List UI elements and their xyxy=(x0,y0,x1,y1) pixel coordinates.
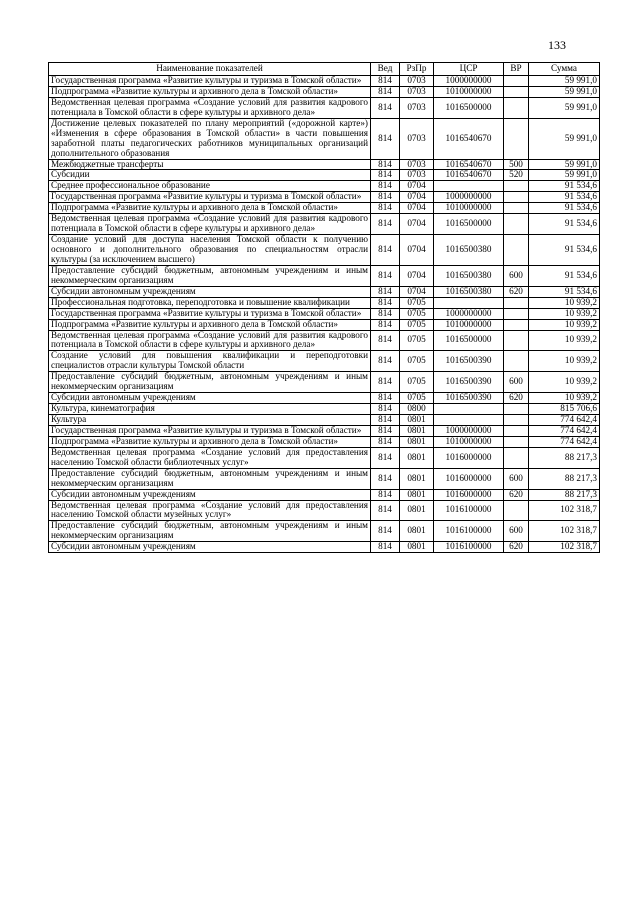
cell-csr: 1000000000 xyxy=(434,308,504,319)
cell-rzpr: 0801 xyxy=(400,436,434,447)
cell-rzpr: 0703 xyxy=(400,86,434,97)
cell-csr: 1000000000 xyxy=(434,192,504,203)
cell-sum: 102 318,7 xyxy=(529,542,600,553)
cell-sum: 91 534,6 xyxy=(529,286,600,297)
cell-sum: 10 939,2 xyxy=(529,393,600,404)
cell-csr: 1016100000 xyxy=(434,542,504,553)
cell-ved: 814 xyxy=(371,214,400,235)
cell-vr xyxy=(504,330,529,351)
cell-rzpr: 0705 xyxy=(400,330,434,351)
cell-ved: 814 xyxy=(371,521,400,542)
cell-csr: 1016500390 xyxy=(434,372,504,393)
cell-name: Подпрограмма «Развитие культуры и архивного дела в Томской области» xyxy=(49,436,371,447)
cell-ved: 814 xyxy=(371,542,400,553)
cell-ved: 814 xyxy=(371,330,400,351)
cell-name: Государственная программа «Развитие культуры и туризма в Томской области» xyxy=(49,76,371,87)
cell-rzpr: 0801 xyxy=(400,415,434,426)
cell-vr: 600 xyxy=(504,265,529,286)
cell-vr xyxy=(504,447,529,468)
cell-vr xyxy=(504,351,529,372)
cell-rzpr: 0801 xyxy=(400,468,434,489)
cell-csr: 1000000000 xyxy=(434,76,504,87)
table-row xyxy=(49,235,600,266)
cell-sum: 10 939,2 xyxy=(529,308,600,319)
cell-name: Субсидии автономным учреждениям xyxy=(49,542,371,553)
cell-name: Ведомственная целевая программа «Создание условий для развития кадрового потенциала в Томской области в сфере культуры и архивного дела» xyxy=(49,330,371,351)
cell-vr: 520 xyxy=(504,170,529,181)
cell-rzpr: 0801 xyxy=(400,542,434,553)
cell-rzpr: 0801 xyxy=(400,500,434,521)
cell-ved: 814 xyxy=(371,159,400,170)
cell-ved: 814 xyxy=(371,235,400,266)
cell-rzpr: 0705 xyxy=(400,372,434,393)
cell-vr: 620 xyxy=(504,542,529,553)
table-row xyxy=(49,192,600,203)
cell-name: Ведомственная целевая программа «Создание условий для предоставления населению Томской области музейных услуг» xyxy=(49,500,371,521)
cell-name: Ведомственная целевая программа «Создание условий для развития кадрового потенциала в Томской области в сфере культуры и архивного дела» xyxy=(49,97,371,118)
cell-sum: 59 991,0 xyxy=(529,86,600,97)
header-ved: Вед xyxy=(371,63,400,76)
table-row xyxy=(49,330,600,351)
cell-name: Достижение целевых показателей по плану мероприятий («дорожной карте») «Изменения в сфере образования в Томской области» в части повышения заработной платы педагогических работников муниципальных организаций дополнительного образования xyxy=(49,118,371,159)
cell-rzpr: 0705 xyxy=(400,393,434,404)
cell-rzpr: 0704 xyxy=(400,203,434,214)
cell-csr: 1016500380 xyxy=(434,286,504,297)
cell-rzpr: 0704 xyxy=(400,192,434,203)
cell-vr xyxy=(504,203,529,214)
cell-sum: 815 706,6 xyxy=(529,404,600,415)
cell-name: Создание условий для повышения квалификации и переподготовки специалистов отрасли культуры Томской области xyxy=(49,351,371,372)
cell-csr: 1016000000 xyxy=(434,468,504,489)
cell-rzpr: 0801 xyxy=(400,521,434,542)
cell-name: Подпрограмма «Развитие культуры и архивного дела в Томской области» xyxy=(49,319,371,330)
cell-ved: 814 xyxy=(371,425,400,436)
cell-ved: 814 xyxy=(371,500,400,521)
header-rzpr: РзПр xyxy=(400,63,434,76)
table-row xyxy=(49,297,600,308)
table-row xyxy=(49,170,600,181)
cell-name: Ведомственная целевая программа «Создание условий для развития кадрового потенциала в Томской области в сфере культуры и архивного дела» xyxy=(49,214,371,235)
table-row xyxy=(49,286,600,297)
cell-rzpr: 0703 xyxy=(400,118,434,159)
cell-sum: 10 939,2 xyxy=(529,319,600,330)
cell-ved: 814 xyxy=(371,447,400,468)
cell-name: Межбюджетные трансферты xyxy=(49,159,371,170)
cell-csr: 1016540670 xyxy=(434,118,504,159)
cell-ved: 814 xyxy=(371,265,400,286)
cell-sum: 102 318,7 xyxy=(529,500,600,521)
cell-vr xyxy=(504,118,529,159)
cell-csr: 1016000000 xyxy=(434,489,504,500)
cell-ved: 814 xyxy=(371,319,400,330)
cell-sum: 88 217,3 xyxy=(529,468,600,489)
cell-ved: 814 xyxy=(371,308,400,319)
cell-ved: 814 xyxy=(371,468,400,489)
cell-rzpr: 0703 xyxy=(400,170,434,181)
cell-csr: 1010000000 xyxy=(434,86,504,97)
cell-name: Культура, кинематография xyxy=(49,404,371,415)
cell-sum: 88 217,3 xyxy=(529,489,600,500)
cell-ved: 814 xyxy=(371,192,400,203)
cell-rzpr: 0704 xyxy=(400,286,434,297)
cell-csr: 1016500380 xyxy=(434,265,504,286)
cell-csr xyxy=(434,404,504,415)
cell-csr: 1010000000 xyxy=(434,436,504,447)
header-sum: Сумма xyxy=(529,63,600,76)
table-row xyxy=(49,468,600,489)
cell-csr: 1010000000 xyxy=(434,203,504,214)
table-row xyxy=(49,372,600,393)
cell-vr xyxy=(504,86,529,97)
cell-csr: 1016100000 xyxy=(434,500,504,521)
cell-rzpr: 0703 xyxy=(400,97,434,118)
table-row xyxy=(49,319,600,330)
cell-sum: 10 939,2 xyxy=(529,372,600,393)
cell-ved: 814 xyxy=(371,404,400,415)
cell-sum: 774 642,4 xyxy=(529,436,600,447)
cell-name: Государственная программа «Развитие культуры и туризма в Томской области» xyxy=(49,425,371,436)
cell-vr: 500 xyxy=(504,159,529,170)
cell-name: Среднее профессиональное образование xyxy=(49,181,371,192)
cell-sum: 91 534,6 xyxy=(529,192,600,203)
cell-sum: 10 939,2 xyxy=(529,297,600,308)
cell-vr xyxy=(504,192,529,203)
cell-sum: 59 991,0 xyxy=(529,118,600,159)
cell-vr: 600 xyxy=(504,468,529,489)
cell-csr: 1016100000 xyxy=(434,521,504,542)
cell-csr: 1016500000 xyxy=(434,214,504,235)
cell-csr xyxy=(434,297,504,308)
cell-ved: 814 xyxy=(371,489,400,500)
cell-ved: 814 xyxy=(371,203,400,214)
table-row xyxy=(49,415,600,426)
cell-vr xyxy=(504,235,529,266)
table-row xyxy=(49,542,600,553)
cell-name: Субсидии автономным учреждениям xyxy=(49,286,371,297)
cell-rzpr: 0704 xyxy=(400,214,434,235)
cell-rzpr: 0705 xyxy=(400,319,434,330)
cell-ved: 814 xyxy=(371,76,400,87)
cell-vr: 600 xyxy=(504,521,529,542)
cell-rzpr: 0704 xyxy=(400,265,434,286)
cell-ved: 814 xyxy=(371,351,400,372)
cell-vr xyxy=(504,181,529,192)
cell-rzpr: 0705 xyxy=(400,351,434,372)
cell-rzpr: 0801 xyxy=(400,489,434,500)
cell-sum: 774 642,4 xyxy=(529,415,600,426)
cell-name: Субсидии xyxy=(49,170,371,181)
cell-vr xyxy=(504,76,529,87)
cell-name: Создание условий для доступа населения Томской области к получению основного и дополнительного образования по специальностям отрасли культуры (за исключением высшего) xyxy=(49,235,371,266)
cell-vr xyxy=(504,297,529,308)
cell-name: Подпрограмма «Развитие культуры и архивного дела в Томской области» xyxy=(49,86,371,97)
cell-rzpr: 0801 xyxy=(400,447,434,468)
table-row xyxy=(49,521,600,542)
cell-ved: 814 xyxy=(371,181,400,192)
cell-ved: 814 xyxy=(371,297,400,308)
cell-ved: 814 xyxy=(371,86,400,97)
cell-vr xyxy=(504,425,529,436)
cell-ved: 814 xyxy=(371,436,400,447)
table-row xyxy=(49,436,600,447)
table-row xyxy=(49,393,600,404)
cell-csr: 1016500390 xyxy=(434,351,504,372)
header-name: Наименование показателей xyxy=(49,63,371,76)
cell-sum: 91 534,6 xyxy=(529,181,600,192)
cell-ved: 814 xyxy=(371,170,400,181)
cell-name: Предоставление субсидий бюджетным, автономным учреждениям и иным некоммерческим организациям xyxy=(49,468,371,489)
cell-csr: 1016540670 xyxy=(434,159,504,170)
table-row xyxy=(49,489,600,500)
cell-name: Предоставление субсидий бюджетным, автономным учреждениям и иным некоммерческим организациям xyxy=(49,521,371,542)
cell-csr: 1016540670 xyxy=(434,170,504,181)
header-csr: ЦСР xyxy=(434,63,504,76)
cell-sum: 88 217,3 xyxy=(529,447,600,468)
table-row xyxy=(49,447,600,468)
cell-vr xyxy=(504,308,529,319)
table-row xyxy=(49,86,600,97)
cell-sum: 59 991,0 xyxy=(529,97,600,118)
cell-vr xyxy=(504,319,529,330)
table-row xyxy=(49,404,600,415)
cell-vr xyxy=(504,436,529,447)
table-row xyxy=(49,181,600,192)
cell-csr xyxy=(434,415,504,426)
cell-vr: 620 xyxy=(504,489,529,500)
cell-sum: 10 939,2 xyxy=(529,351,600,372)
cell-vr: 600 xyxy=(504,372,529,393)
cell-rzpr: 0801 xyxy=(400,425,434,436)
cell-sum: 102 318,7 xyxy=(529,521,600,542)
table-row xyxy=(49,425,600,436)
cell-rzpr: 0704 xyxy=(400,235,434,266)
cell-name: Подпрограмма «Развитие культуры и архивного дела в Томской области» xyxy=(49,203,371,214)
cell-vr xyxy=(504,214,529,235)
cell-rzpr: 0705 xyxy=(400,297,434,308)
cell-sum: 59 991,0 xyxy=(529,170,600,181)
cell-ved: 814 xyxy=(371,393,400,404)
cell-ved: 814 xyxy=(371,97,400,118)
cell-name: Профессиональная подготовка, переподготовка и повышение квалификации xyxy=(49,297,371,308)
cell-name: Субсидии автономным учреждениям xyxy=(49,489,371,500)
cell-csr: 1000000000 xyxy=(434,425,504,436)
cell-rzpr: 0705 xyxy=(400,308,434,319)
cell-csr: 1016500380 xyxy=(434,235,504,266)
cell-csr: 1016500000 xyxy=(434,97,504,118)
cell-vr xyxy=(504,404,529,415)
table-row xyxy=(49,308,600,319)
cell-name: Государственная программа «Развитие культуры и туризма в Томской области» xyxy=(49,308,371,319)
cell-sum: 10 939,2 xyxy=(529,330,600,351)
cell-sum: 59 991,0 xyxy=(529,76,600,87)
cell-csr: 1016500000 xyxy=(434,330,504,351)
table-row xyxy=(49,159,600,170)
header-vr: ВР xyxy=(504,63,529,76)
table-row xyxy=(49,97,600,118)
cell-ved: 814 xyxy=(371,286,400,297)
cell-vr xyxy=(504,415,529,426)
cell-sum: 774 642,4 xyxy=(529,425,600,436)
table-row xyxy=(49,203,600,214)
cell-csr: 1016000000 xyxy=(434,447,504,468)
cell-rzpr: 0800 xyxy=(400,404,434,415)
table-row xyxy=(49,500,600,521)
cell-ved: 814 xyxy=(371,372,400,393)
cell-vr: 620 xyxy=(504,286,529,297)
cell-ved: 814 xyxy=(371,415,400,426)
table-row xyxy=(49,76,600,87)
cell-sum: 91 534,6 xyxy=(529,265,600,286)
cell-rzpr: 0703 xyxy=(400,159,434,170)
budget-table xyxy=(48,62,600,553)
cell-name: Предоставление субсидий бюджетным, автономным учреждениям и иным некоммерческим организациям xyxy=(49,372,371,393)
cell-sum: 59 991,0 xyxy=(529,159,600,170)
cell-rzpr: 0703 xyxy=(400,76,434,87)
cell-csr: 1010000000 xyxy=(434,319,504,330)
cell-name: Предоставление субсидий бюджетным, автономным учреждениям и иным некоммерческим организациям xyxy=(49,265,371,286)
cell-name: Государственная программа «Развитие культуры и туризма в Томской области» xyxy=(49,192,371,203)
table-header-row xyxy=(49,63,600,76)
table-row xyxy=(49,118,600,159)
table-row xyxy=(49,214,600,235)
table-row xyxy=(49,265,600,286)
cell-sum: 91 534,6 xyxy=(529,214,600,235)
cell-csr xyxy=(434,181,504,192)
cell-vr xyxy=(504,500,529,521)
cell-name: Культура xyxy=(49,415,371,426)
cell-rzpr: 0704 xyxy=(400,181,434,192)
cell-ved: 814 xyxy=(371,118,400,159)
cell-sum: 91 534,6 xyxy=(529,235,600,266)
page-number: 133 xyxy=(548,38,566,52)
cell-vr: 620 xyxy=(504,393,529,404)
cell-vr xyxy=(504,97,529,118)
cell-name: Субсидии автономным учреждениям xyxy=(49,393,371,404)
table-row xyxy=(49,351,600,372)
cell-name: Ведомственная целевая программа «Создание условий для предоставления населению Томской области библиотечных услуг» xyxy=(49,447,371,468)
cell-csr: 1016500390 xyxy=(434,393,504,404)
cell-sum: 91 534,6 xyxy=(529,203,600,214)
